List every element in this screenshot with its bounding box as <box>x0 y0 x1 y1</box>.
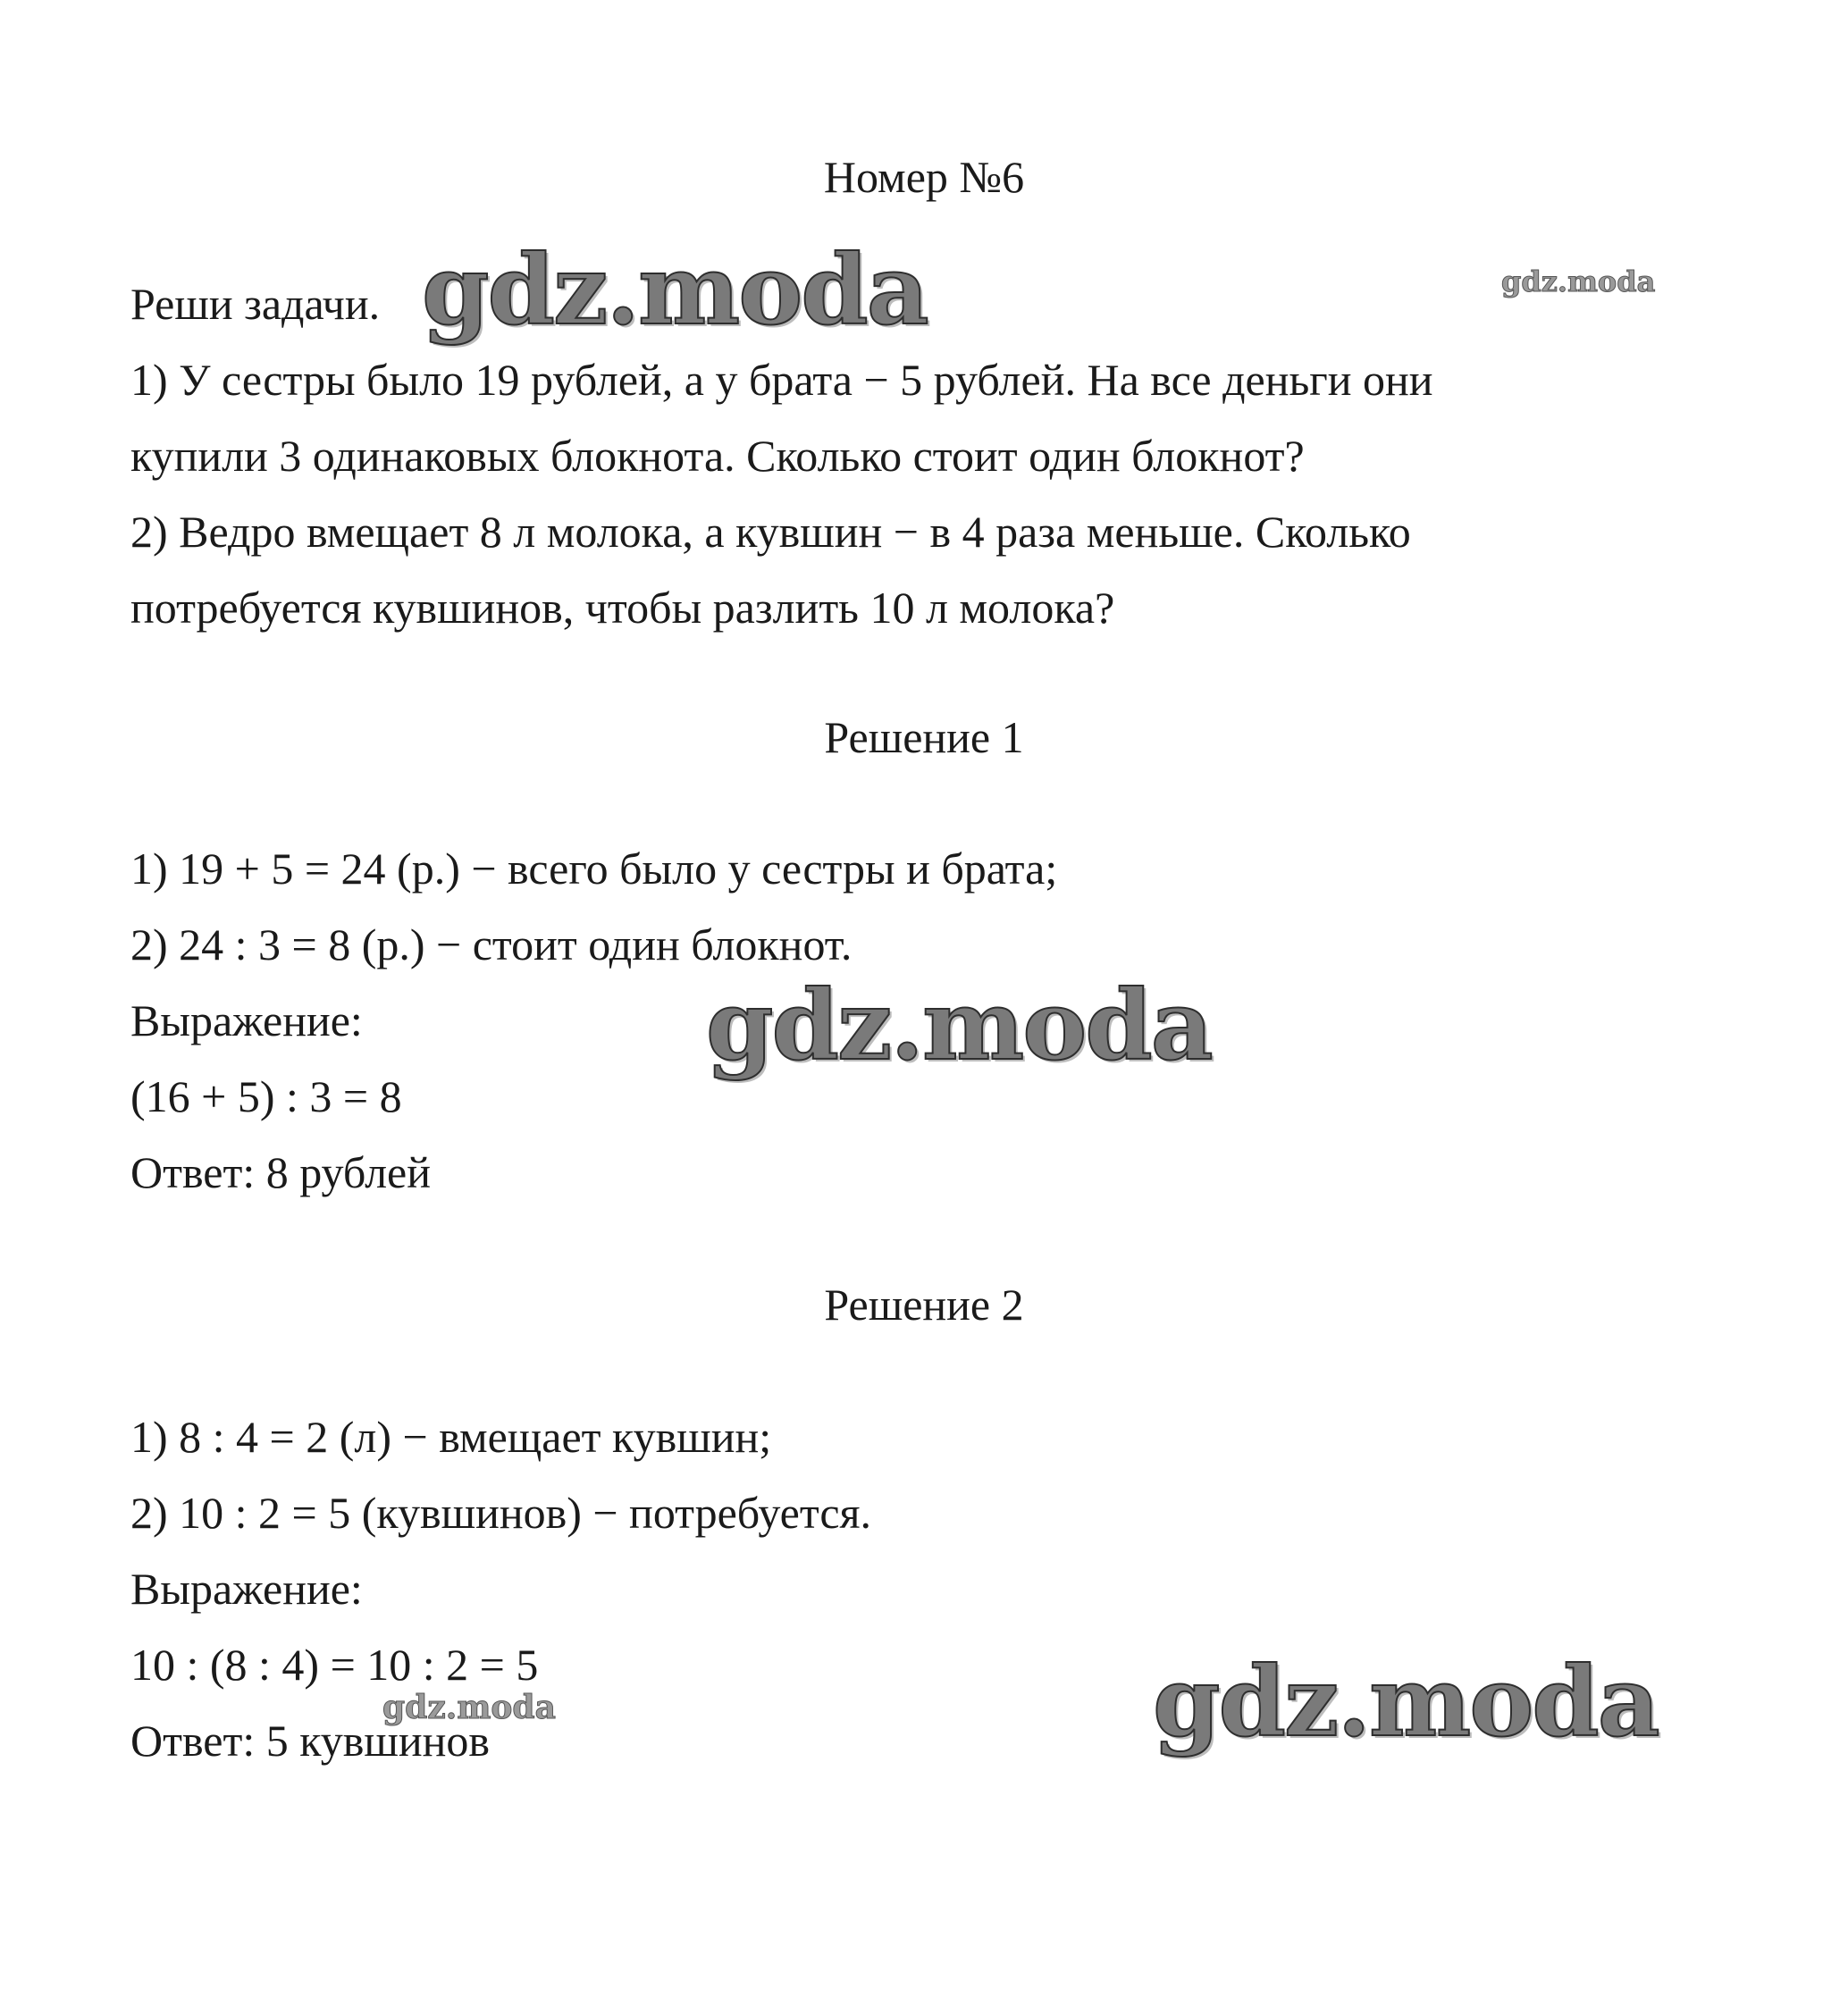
solution-2-expression: 10 : (8 : 4) = 10 : 2 = 5 <box>130 1640 539 1690</box>
solution-2-expression-label: Выражение: <box>130 1564 363 1614</box>
task-line: 2) Ведро вмещает 8 л молока, а кувшин − в 4 раза меньше. Сколько <box>130 507 1411 557</box>
solution-2-step: 2) 10 : 2 = 5 (кувшинов) − потребуется. <box>130 1488 872 1538</box>
solution-1-step: 2) 24 : 3 = 8 (р.) − стоит один блокнот. <box>130 919 853 969</box>
watermark-logo-small: gdz.moda <box>382 1689 556 1726</box>
task-line: купили 3 одинаковых блокнота. Сколько стоит один блокнот? <box>130 431 1305 481</box>
watermark-logo: gdz.moda <box>1153 1646 1659 1758</box>
task-line: 1) У сестры было 19 рублей, а у брата − 5 рублей. На все деньги они <box>130 355 1433 405</box>
solution-1-heading: Решение 1 <box>824 712 1024 762</box>
solution-1-step: 1) 19 + 5 = 24 (р.) − всего было у сестры и брата; <box>130 843 1058 894</box>
page-title: Номер №6 <box>823 152 1025 202</box>
solution-1-expression: (16 + 5) : 3 = 8 <box>130 1071 402 1121</box>
solution-1-expression-label: Выражение: <box>130 995 363 1045</box>
solution-2-heading: Решение 2 <box>824 1280 1024 1330</box>
solution-1-answer: Ответ: 8 рублей <box>130 1147 431 1197</box>
solution-2-answer: Ответ: 5 кувшинов <box>130 1716 491 1766</box>
task-intro: Реши задачи. <box>130 279 381 329</box>
watermark-logo-small: gdz.moda <box>1501 264 1656 298</box>
solution-2-step: 1) 8 : 4 = 2 (л) − вмещает кувшин; <box>130 1412 772 1462</box>
watermark-logo: gdz.moda <box>706 969 1212 1082</box>
task-line: потребуется кувшинов, чтобы разлить 10 л молока? <box>130 583 1115 633</box>
watermark-logo: gdz.moda <box>422 234 928 347</box>
